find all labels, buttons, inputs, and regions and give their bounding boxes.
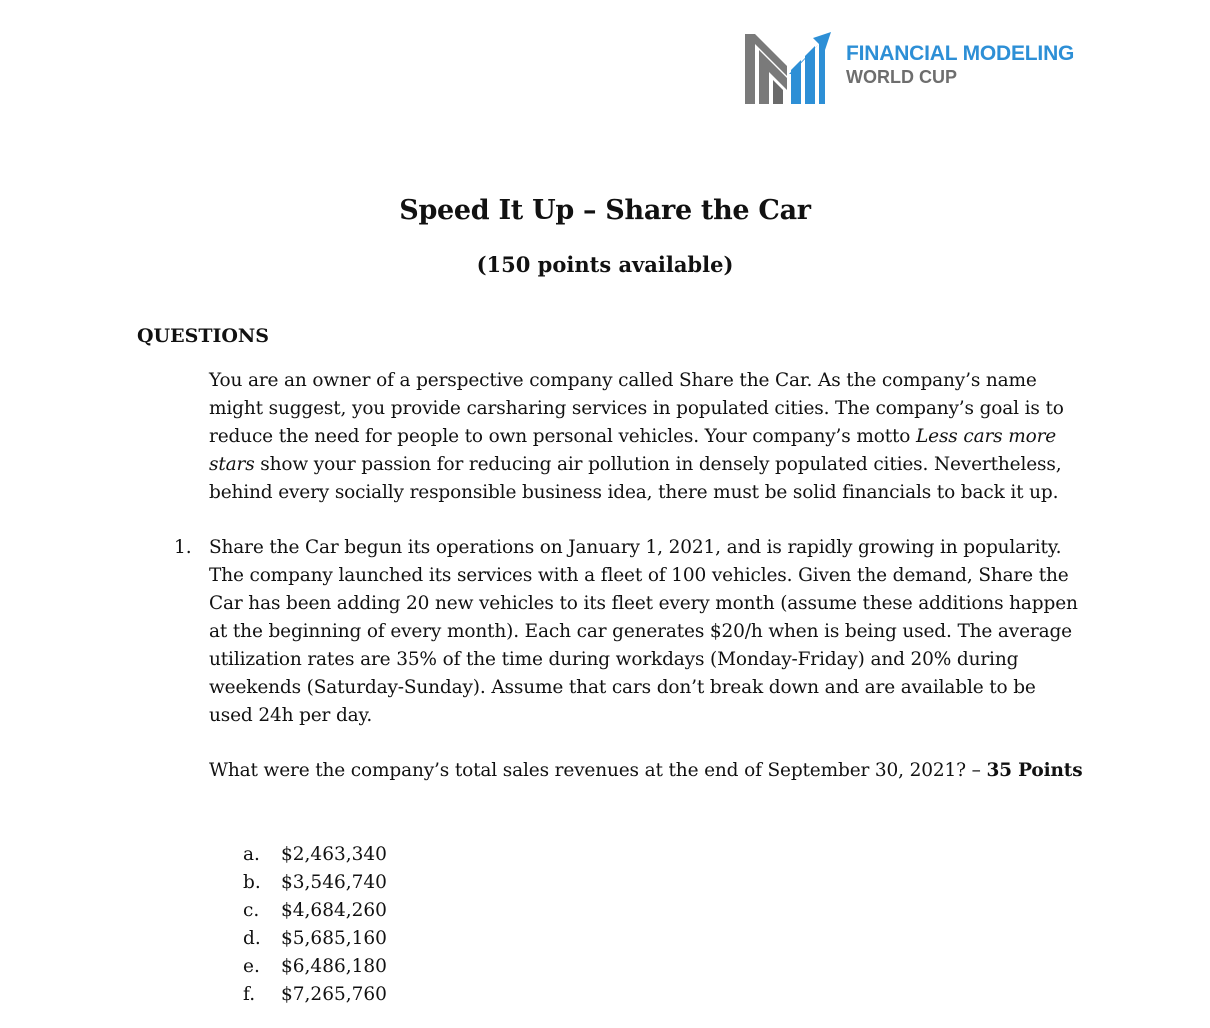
fmwc-logo-mark-icon xyxy=(745,30,831,108)
question-1-ask xyxy=(209,757,1084,785)
option-letter: c. xyxy=(243,900,260,921)
option-letter: e. xyxy=(243,956,260,977)
question-number: 1. xyxy=(174,537,192,558)
option-letter: b. xyxy=(243,872,261,893)
answer-option xyxy=(243,897,387,925)
company-motto: Less cars more stars xyxy=(209,426,1057,475)
questions-heading: QUESTIONS xyxy=(137,325,269,347)
question-points: 35 Points xyxy=(986,760,1083,781)
intro-paragraph xyxy=(209,367,1084,507)
answer-option xyxy=(243,841,387,869)
question-ask-text: What were the company’s total sales revenues at the end of September 30, 2021? – xyxy=(209,760,987,781)
option-value: $3,546,740 xyxy=(281,872,387,893)
financial-modeling-world-cup-logo xyxy=(745,30,1085,110)
answer-option xyxy=(243,953,387,981)
intro-text-start: You are an owner of a perspective company called Share the Car. As the company’s name might suggest, you provide carsharing services in populated cities. The company’s goal is to reduce the need for people to own personal vehicles. Your company’s motto xyxy=(209,370,1064,447)
question-1-text: Share the Car begun its operations on January 1, 2021, and is rapidly growing in popularity. The company launched its services with a fleet of 100 vehicles. Given the demand, Share the Car has been adding 20 new vehicles to its fleet every month (assume these additions happen at the beginning of every month). Each car generates $20/h when is being used. The average utilization rates are 35% of the time during workdays (Monday-Friday) and 20% during weekends (Saturday-Sunday). Assume that cars don’t break down and are available to be used 24h per day. xyxy=(209,537,1078,726)
answer-options-list xyxy=(243,841,387,1009)
option-value: $5,685,160 xyxy=(281,928,387,949)
option-value: $4,684,260 xyxy=(281,900,387,921)
logo-text xyxy=(846,43,1074,86)
intro-text-end: show your passion for reducing air pollution in densely populated cities. Nevertheless, behind every socially responsible business idea, there must be solid financials to back it up. xyxy=(209,454,1062,503)
points-available-subtitle: (150 points available) xyxy=(476,252,734,277)
option-letter: f. xyxy=(243,984,256,1005)
answer-option xyxy=(243,981,387,1009)
logo-line-2: WORLD CUP xyxy=(846,67,957,87)
option-letter: a. xyxy=(243,844,260,865)
option-value: $2,463,340 xyxy=(281,844,387,865)
option-value: $6,486,180 xyxy=(281,956,387,977)
logo-line-1: FINANCIAL MODELING xyxy=(846,42,1075,65)
page-title: Speed It Up – Share the Car xyxy=(399,195,811,226)
option-letter: d. xyxy=(243,928,261,949)
option-value: $7,265,760 xyxy=(281,984,387,1005)
answer-option xyxy=(243,925,387,953)
answer-option xyxy=(243,869,387,897)
